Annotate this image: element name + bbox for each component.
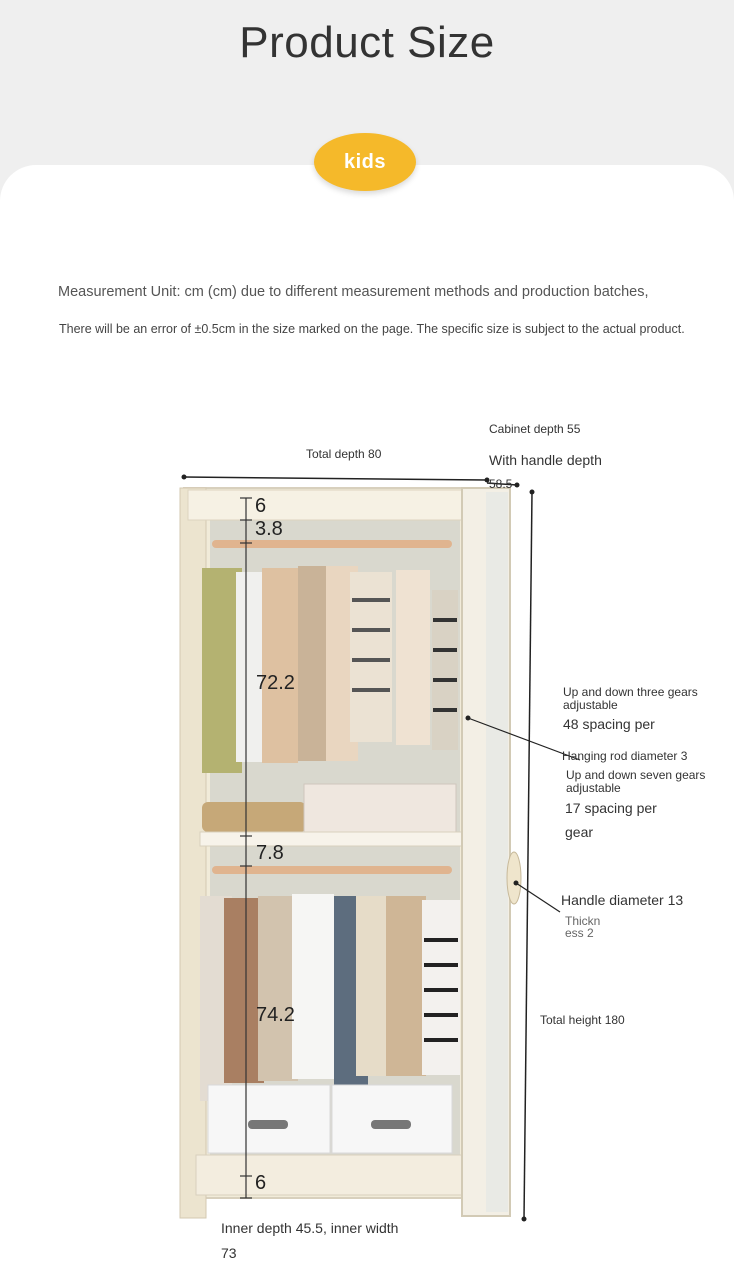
middle-shelf xyxy=(200,832,462,846)
rod-diameter-label: Hanging rod diameter 3 xyxy=(562,749,688,763)
storage-box-right xyxy=(332,1085,452,1153)
door-handle xyxy=(507,852,521,904)
thickness-value: ess 2 xyxy=(565,926,594,940)
seven-gears-label: Up and down seven gears adjustable xyxy=(566,768,706,795)
storage-box-left xyxy=(208,1085,330,1153)
handle-pointer-line xyxy=(516,883,560,912)
three-gears-label: Up and down three gears adjustable xyxy=(563,685,698,712)
lower-hanging-rod xyxy=(212,866,452,874)
bottom-panel-dimension: 6 xyxy=(255,1172,267,1194)
inner-size-label: Inner depth 45.5, inner width xyxy=(221,1220,399,1236)
upper-height-dimension: 72.2 xyxy=(256,672,295,694)
total-depth-label: Total depth 80 xyxy=(306,447,382,461)
cabinet-depth-label: Cabinet depth 55 xyxy=(489,422,581,436)
total-depth-line xyxy=(184,477,487,480)
lower-height-dimension: 74.2 xyxy=(256,1004,295,1026)
top-panel-dimension: 6 xyxy=(255,495,267,517)
storage-box-shelf xyxy=(304,784,456,832)
bottom-panel xyxy=(196,1155,466,1195)
error-note: There will be an error of ±0.5cm in the size marked on the page. The specific size is subject to the actual product. xyxy=(59,322,685,336)
total-height-label: Total height 180 xyxy=(540,1013,625,1027)
thickness-label: Thickn xyxy=(565,914,601,928)
handle-depth-label: With handle depth xyxy=(489,452,602,468)
kids-badge: kids xyxy=(314,133,416,191)
inner-size-value: 73 xyxy=(221,1245,237,1261)
spacing-17-label: 17 spacing per xyxy=(565,800,657,816)
total-height-line xyxy=(524,492,532,1219)
folded-knit xyxy=(202,802,306,832)
page-title: Product Size xyxy=(239,18,495,67)
box-right-handle xyxy=(371,1120,411,1129)
mid-gap-dimension: 7.8 xyxy=(256,842,284,864)
upper-hanging-rod xyxy=(212,540,452,548)
handle-diameter-label: Handle diameter 13 xyxy=(561,892,684,908)
box-left-handle xyxy=(248,1120,288,1129)
spacing-17-unit: gear xyxy=(565,824,594,840)
spacing-48-label: 48 spacing per xyxy=(563,716,655,732)
lower-clothes xyxy=(200,894,460,1101)
measurement-note: Measurement Unit: cm (cm) due to different measurement methods and production batches, xyxy=(58,284,649,300)
handle-depth-value: 58.5 xyxy=(489,477,513,491)
rod-gap-dimension: 3.8 xyxy=(255,518,283,540)
upper-clothes xyxy=(202,566,458,773)
door-edge xyxy=(486,492,508,1212)
top-panel xyxy=(188,490,478,520)
